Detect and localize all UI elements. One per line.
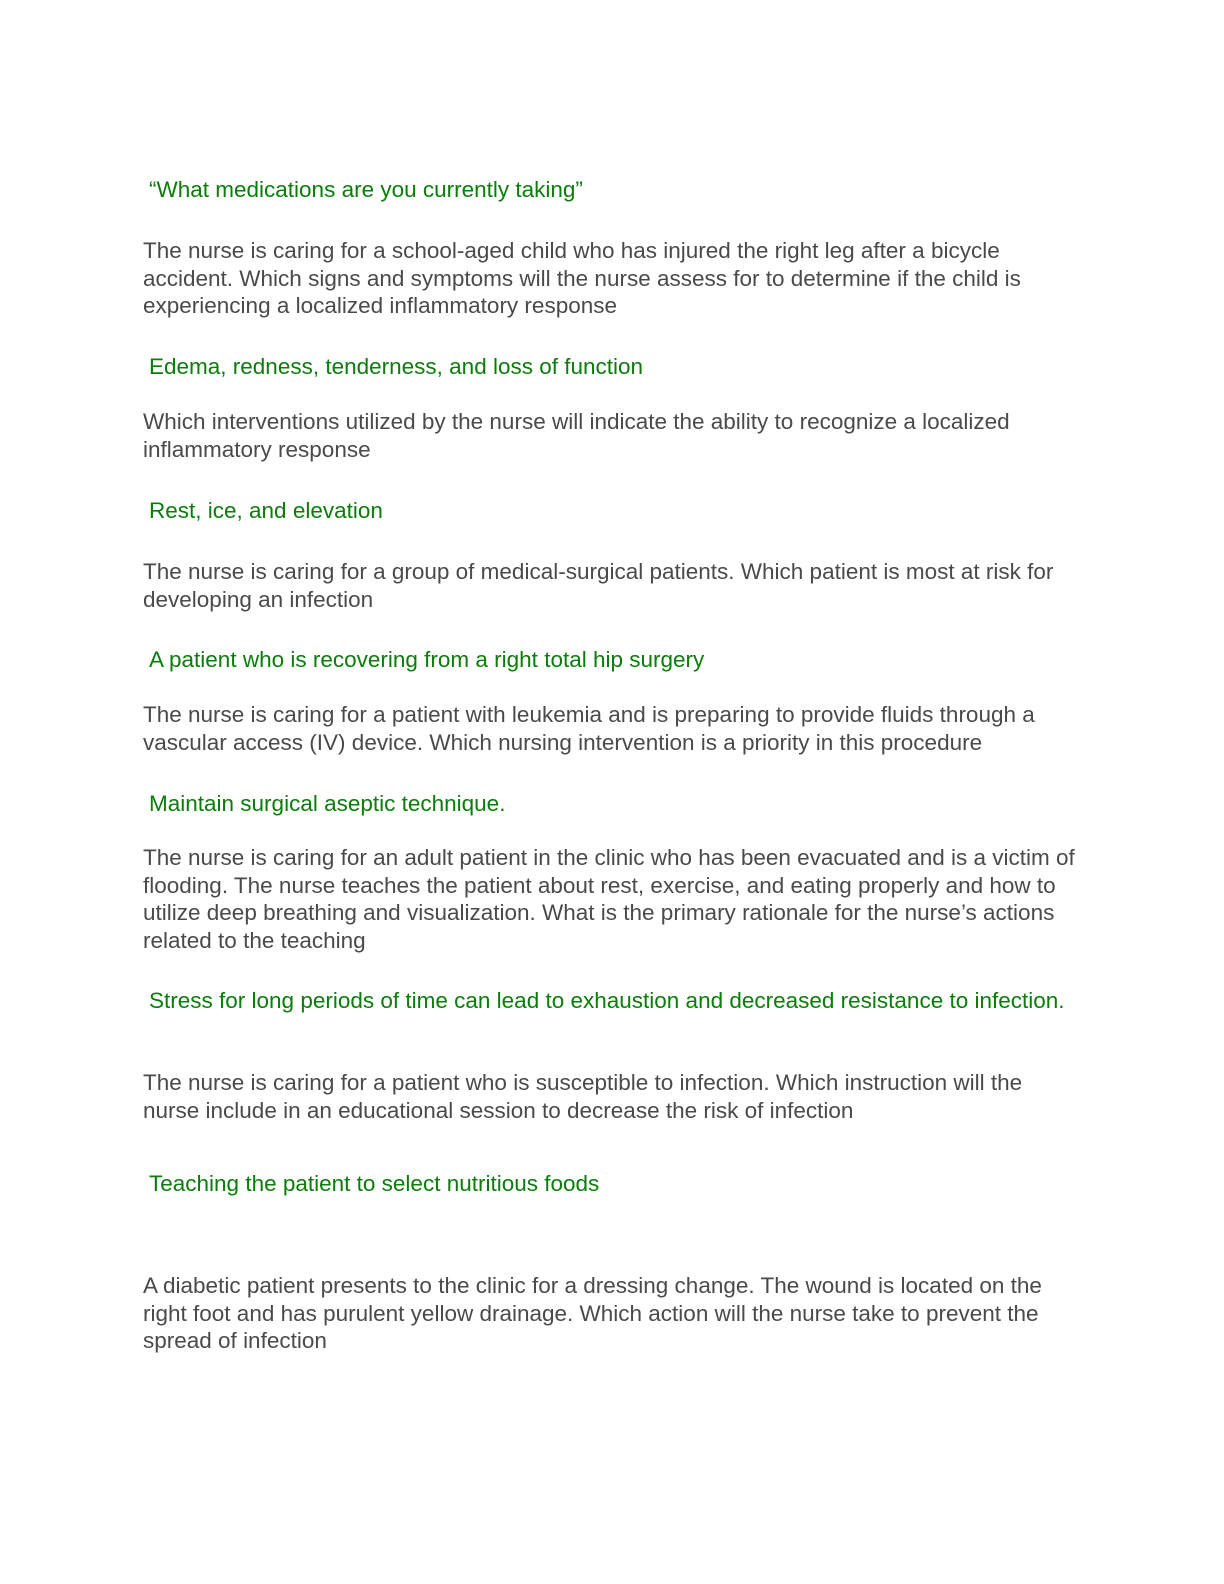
answer-text: Maintain surgical aseptic technique. [149,791,506,816]
question-text: A diabetic patient presents to the clinic for a dressing change. The wound is located on the right foot and has purulent yellow drainage. Which action will the nurse take to prevent the spread of infection [143,1273,1042,1353]
answer-text: Rest, ice, and elevation [149,498,383,523]
question-text: Which interventions utilized by the nurse will indicate the ability to recognize a localized inflammatory response [143,409,1010,462]
answer-text: “What medications are you currently taking” [149,177,583,202]
answer-text: Edema, redness, tenderness, and loss of function [149,354,644,379]
question-text: The nurse is caring for a patient who is susceptible to infection. Which instruction will the nurse include in an educational session to decrease the risk of infection [143,1070,1023,1123]
answer-text: Teaching the patient to select nutritious foods [149,1171,600,1196]
question-text: The nurse is caring for a patient with leukemia and is preparing to provide fluids through a vascular access (IV) device. Which nursing intervention is a priority in this procedure [143,702,1035,755]
answer-text: A patient who is recovering from a right total hip surgery [149,647,705,672]
question-text: The nurse is caring for a group of medical-surgical patients. Which patient is most at risk for developing an infection [143,559,1054,612]
answer-text: Stress for long periods of time can lead to exhaustion and decreased resistance to infection. [149,988,1065,1013]
question-text: The nurse is caring for a school-aged child who has injured the right leg after a bicycle accident. Which signs and symptoms will the nurse assess for to determine if the child is experiencing a localized inflammatory response [143,238,1021,318]
question-text: The nurse is caring for an adult patient in the clinic who has been evacuated and is a victim of flooding. The nurse teaches the patient about rest, exercise, and eating properly and how to utilize deep breathing and visualization. What is the primary rationale for the nurse’s actions related to the teaching [143,845,1075,953]
